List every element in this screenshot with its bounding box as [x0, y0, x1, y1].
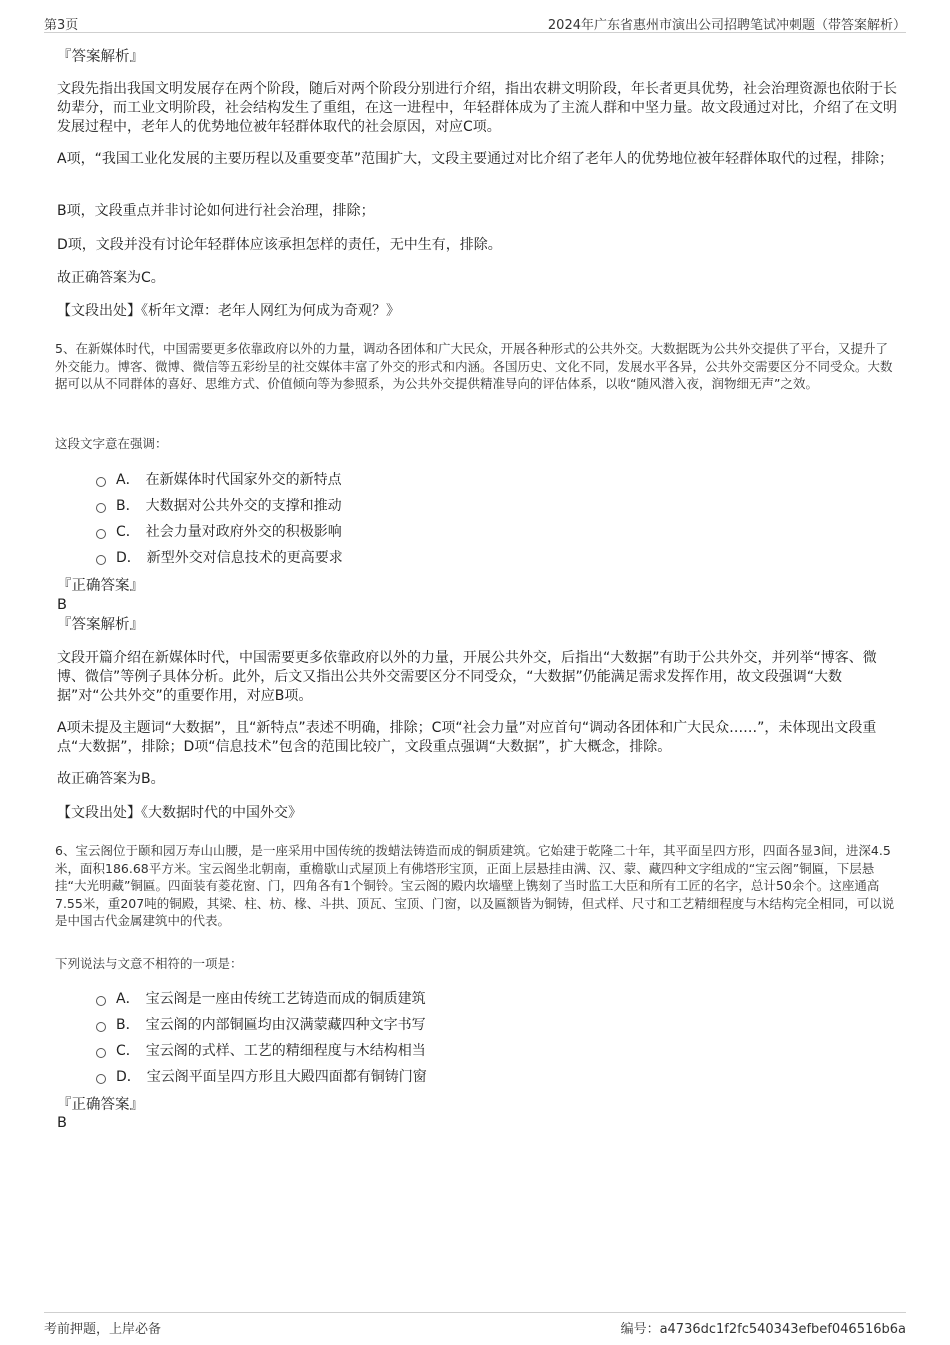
option-b[interactable]	[96, 1013, 426, 1035]
footer-slogan: 考前押题，上岸必备	[44, 1322, 162, 1337]
radio-button[interactable]	[96, 503, 106, 513]
answer-conclusion: 故正确答案为C。	[57, 270, 165, 286]
radio-button[interactable]	[96, 1048, 106, 1058]
option-d[interactable]	[96, 1065, 427, 1087]
option-text: 在新媒体时代国家外交的新特点	[145, 472, 342, 488]
correct-answer: B	[57, 1115, 67, 1131]
answer-analysis-label: 『答案解析』	[57, 617, 144, 633]
option-text: 宝云阁的内部铜匾均由汉满蒙藏四种文字书写	[145, 1017, 426, 1033]
page-number: 第3页	[44, 18, 79, 33]
answer-analysis-label: 『答案解析』	[57, 49, 144, 65]
option-text: 新型外交对信息技术的更高要求	[146, 550, 343, 566]
analysis-paragraph: 文段开篇介绍在新媒体时代，中国需要更多依靠政府以外的力量，开展公共外交，后指出“大数据”有助于公共外交，并列举“博客、微博、微信”等例子具体分析。此外，后文又指出公共外交需要区分不同受众，“大数据”仍能满足需求发挥作用，故文段强调“大数据”对“公共外交”的重要作用，对应B项。	[57, 650, 877, 704]
option-text: 大数据对公共外交的支撑和推动	[145, 498, 342, 514]
option-a[interactable]	[96, 468, 342, 490]
correct-answer: B	[57, 597, 67, 613]
page-footer	[44, 1312, 906, 1335]
radio-button[interactable]	[96, 529, 106, 539]
answer-conclusion: 故正确答案为B。	[57, 771, 165, 787]
option-letter: B．	[116, 498, 140, 514]
option-text: 宝云阁的式样、工艺的精细程度与木结构相当	[145, 1043, 426, 1059]
question-prompt: 下列说法与文意不相符的一项是：	[55, 956, 243, 971]
page-header	[44, 14, 906, 33]
option-letter: C．	[116, 1043, 140, 1059]
option-letter: A．	[116, 991, 140, 1007]
option-letter: A．	[116, 472, 140, 488]
radio-button[interactable]	[96, 477, 106, 487]
correct-answer-label: 『正确答案』	[57, 1097, 144, 1113]
option-letter: C．	[116, 524, 140, 540]
option-letter: D．	[116, 1069, 141, 1085]
correct-answer-label: 『正确答案』	[57, 578, 144, 594]
option-letter: D．	[116, 550, 141, 566]
question-stem: 5、在新媒体时代，中国需要更多依靠政府以外的力量，调动各团体和广大民众，开展各种形式的公共外交。大数据既为公共外交提供了平台，又提升了外交能力。博客、微博、微信等五彩纷呈的社交媒体丰富了外交的形式和内涵。各国历史、文化不同，发展水平各异，公共外交需要区分不同受众。大数据可以从不同群体的喜好、思维方式、价值倾向等为参照系，为公共外交提供精准导向的评估体系，以收“随风潜入夜，润物细无声”之效。	[55, 341, 893, 391]
option-text: 宝云阁是一座由传统工艺铸造而成的铜质建筑	[145, 991, 426, 1007]
passage-source: 【文段出处】《析年文潭：老年人网红为何成为奇观？》	[57, 303, 400, 319]
analysis-paragraph: B项，文段重点并非讨论如何进行社会治理，排除；	[57, 203, 375, 219]
radio-button[interactable]	[96, 996, 106, 1006]
radio-button[interactable]	[96, 1022, 106, 1032]
document-title: 2024年广东省惠州市演出公司招聘笔试冲刺题（带答案解析）	[547, 18, 906, 33]
analysis-paragraph: D项，文段并没有讨论年轻群体应该承担怎样的责任，无中生有，排除。	[57, 237, 502, 253]
analysis-paragraph: 文段先指出我国文明发展存在两个阶段，随后对两个阶段分别进行介绍，指出农耕文明阶段，年长者更具优势，社会治理资源也依附于长幼辈分，而工业文明阶段，社会结构发生了重组，在这一进程中，年轻群体成为了主流人群和中坚力量。故文段通过对比，介绍了在文明发展过程中，老年人的优势地位被年轻群体取代的社会原因，对应C项。	[57, 81, 897, 135]
option-c[interactable]	[96, 1039, 426, 1061]
radio-button[interactable]	[96, 555, 106, 565]
document-code: 编号：a4736dc1f2fc540343efbef046516b6a	[620, 1322, 906, 1337]
option-a[interactable]	[96, 987, 426, 1009]
analysis-paragraph: A项，“我国工业化发展的主要历程以及重要变革”范围扩大，文段主要通过对比介绍了老年人的优势地位被年轻群体取代的过程，排除；	[57, 151, 894, 167]
option-c[interactable]	[96, 520, 342, 542]
radio-button[interactable]	[96, 1074, 106, 1084]
option-text: 社会力量对政府外交的积极影响	[145, 524, 342, 540]
option-b[interactable]	[96, 494, 342, 516]
option-d[interactable]	[96, 546, 343, 568]
option-letter: B．	[116, 1017, 140, 1033]
passage-source: 【文段出处】《大数据时代的中国外交》	[57, 805, 302, 821]
question-stem: 6、宝云阁位于颐和园万寿山山腰，是一座采用中国传统的拨蜡法铸造而成的铜质建筑。它始建于乾隆二十年，其平面呈四方形，四面各显3间，进深4.5米，面积186.68平方米。宝云阁坐北朝南，重檐歇山式屋顶上有佛塔形宝顶，正面上层悬挂由满、汉、蒙、藏四种文字组成的“宝云阁”铜匾，下层悬挂“大光明藏”铜匾。四面装有菱花窗、门，四角各有1个铜铃。宝云阁的殿内坎墙壁上镌刻了当时监工大臣和所有工匠的名字，总计50余个。这座通高7.55米，重207吨的铜殿，其梁、柱、枋、椽、斗拱、顶瓦、宝顶、门窗，以及匾额皆为铜铸，但式样、尺寸和工艺精细程度与木结构完全相同，可以说是中国古代金属建筑中的代表。	[55, 843, 895, 928]
question-prompt: 这段文字意在强调：	[55, 436, 168, 451]
analysis-paragraph: A项未提及主题词“大数据”，且“新特点”表述不明确，排除；C项“社会力量”对应首句“调动各团体和广大民众……”，未体现出文段重点“大数据”，排除；D项“信息技术”包含的范围比较广，文段重点强调“大数据”，扩大概念，排除。	[57, 720, 877, 755]
option-text: 宝云阁平面呈四方形且大殿四面都有铜铸门窗	[146, 1069, 427, 1085]
